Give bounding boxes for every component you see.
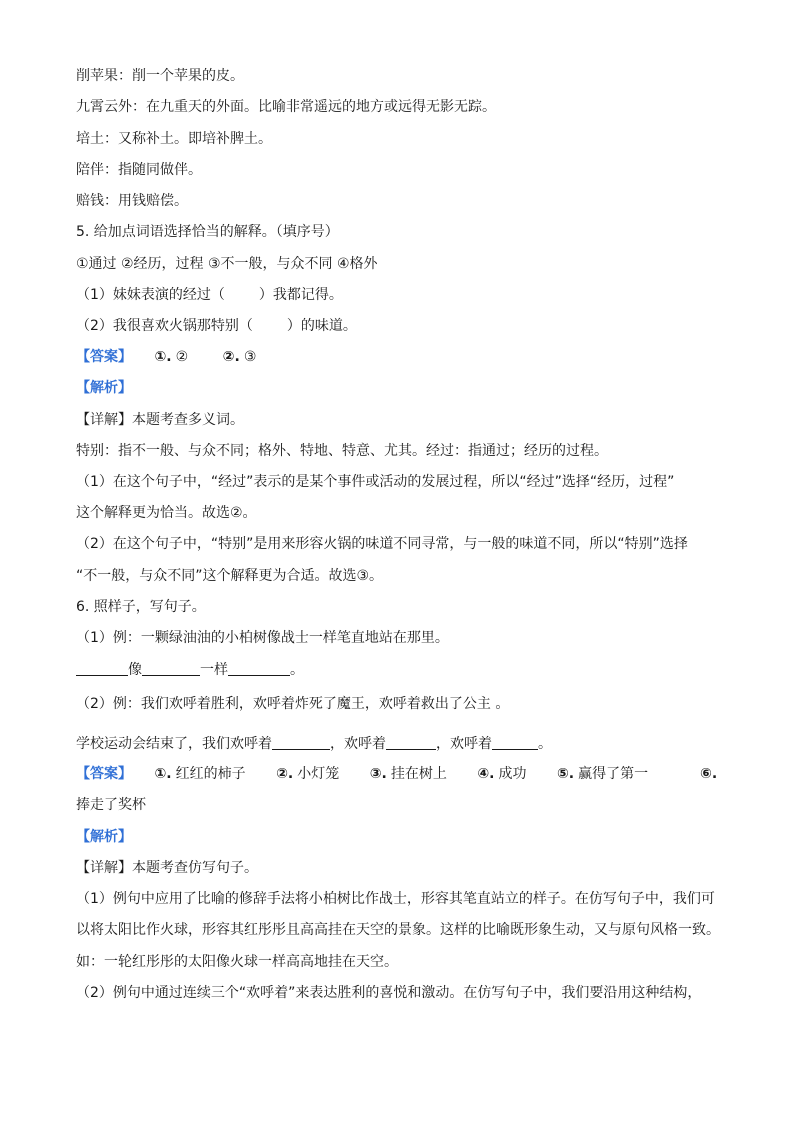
explanation-line: 如：一轮红彤彤的太阳像火球一样高高地挂在天空。 [76,954,398,970]
explanation-line: （2）例句中通过连续三个“欢呼着”来表达胜利的喜悦和激动。在仿写句子中，我们要沿用这种结构， [76,985,702,1001]
answer-text: ② [175,349,189,365]
answer-number: ②. [276,766,294,782]
explanation-line: 以将太阳比作火球，形容其红彤彤且高高挂在天空的景象。这样的比喻既形象生动，又与原句风格一致。 [76,922,720,938]
explanation-line: （1）在这个句子中，“经过”表示的是某个事件或活动的发展过程，所以“经过”选择“经历，过程” [76,474,675,490]
explanation-line: 这个解释更为恰当。故选②。 [76,505,257,521]
answer-blank [142,661,200,676]
answer-number: ①. [154,766,172,782]
detail-heading: 【详解】本题考查仿写句子。 [76,860,258,876]
sentence-text: ，欢呼着 [436,736,492,752]
analysis-label: 【解析】 [76,829,132,845]
question-5-title: 5. 给加点词语选择恰当的解释。（填序号） [76,224,339,240]
explanation-line: （2）在这个句子中，“特别”是用来形容火锅的味道不同寻常，与一般的味道不同，所以“特别”选择 [76,536,688,552]
answer-blank [228,661,290,676]
answer-number: ①. [154,349,172,365]
answer-item [276,764,339,784]
definition-line: 九霄云外：在九重天的外面。比喻非常遥远的地方或远得无影无踪。 [76,99,496,115]
answer-blank [272,735,330,750]
word-meanings: 特别：指不一般、与众不同；格外、特地、特意、尤其。经过：指通过；经历的过程。 [76,443,608,459]
answer-number: ⑥. [700,766,718,782]
sentence-text: 。 [538,736,552,752]
item-text: （2）我很喜欢火锅那特别（ [76,318,253,334]
answer-item [700,764,721,784]
answer-number: ②. [222,349,240,365]
definition-line: 削苹果：削一个苹果的皮。 [76,68,244,84]
explanation-line: “不一般，与众不同”这个解释更为合适。故选③。 [76,568,384,584]
question-5-answer [76,347,256,367]
item-text: ）的味道。 [286,318,357,334]
answer-blank [386,735,436,750]
answer-number: ④. [477,766,495,782]
sentence-text: 一样 [200,662,228,678]
question-5-item-2 [76,316,357,336]
fill-in-sentence-2 [76,734,552,754]
item-text: （1）妹妹表演的经过（ [76,287,225,303]
fill-in-sentence-1 [76,660,304,680]
question-5-item-1 [76,285,343,305]
answer-blank [492,735,538,750]
answer-text: 挂在树上 [390,766,447,782]
definition-line: 培土：又称补土。即培补脾土。 [76,131,272,147]
answer-text: 小灯笼 [297,766,340,782]
answer-item [223,347,257,367]
explanation-line: （1）例句中应用了比喻的修辞手法将小柏树比作战士，形容其笔直站立的样子。在仿写句子中，我们可 [76,891,715,907]
sentence-text: 像 [128,662,142,678]
sentence-text: 。 [290,662,304,678]
answer-text: 赢得了第一 [578,766,649,782]
answer-number: ③. [369,766,387,782]
question-6-example-2: （2）例：我们欢呼着胜利，欢呼着炸死了魔王，欢呼着救出了公主 。 [76,696,510,712]
answer-blank [76,661,128,676]
definition-line: 陪伴：指随同做伴。 [76,162,202,178]
answer-text: ③ [243,349,257,365]
question-6-title: 6. 照样子，写句子。 [76,599,206,615]
question-6-answer [76,764,648,784]
answer-item [477,764,526,784]
sentence-text: 学校运动会结束了，我们欢呼着 [76,736,272,752]
answer-text: 红红的柿子 [175,766,246,782]
answer-label: 【答案】 [76,349,132,365]
answer-text: 成功 [498,766,527,782]
answer-item [154,764,245,784]
item-text: ）我都记得。 [258,287,343,303]
detail-heading: 【详解】本题考查多义词。 [76,412,244,428]
answer-item-continued: 捧走了奖杯 [76,797,146,813]
answer-item [370,764,447,784]
answer-label: 【答案】 [76,766,132,782]
question-6-example-1: （1）例：一颗绿油油的小柏树像战士一样笔直地站在那里。 [76,630,449,646]
analysis-label: 【解析】 [76,380,132,396]
answer-number: ⑤. [556,766,575,782]
sentence-text: ，欢呼着 [330,736,386,752]
definition-line: 赔钱：用钱赔偿。 [76,193,188,209]
answer-item [154,347,188,367]
question-5-options: ①通过 ②经历，过程 ③不一般，与众不同 ④格外 [76,256,378,272]
answer-item [557,764,648,784]
